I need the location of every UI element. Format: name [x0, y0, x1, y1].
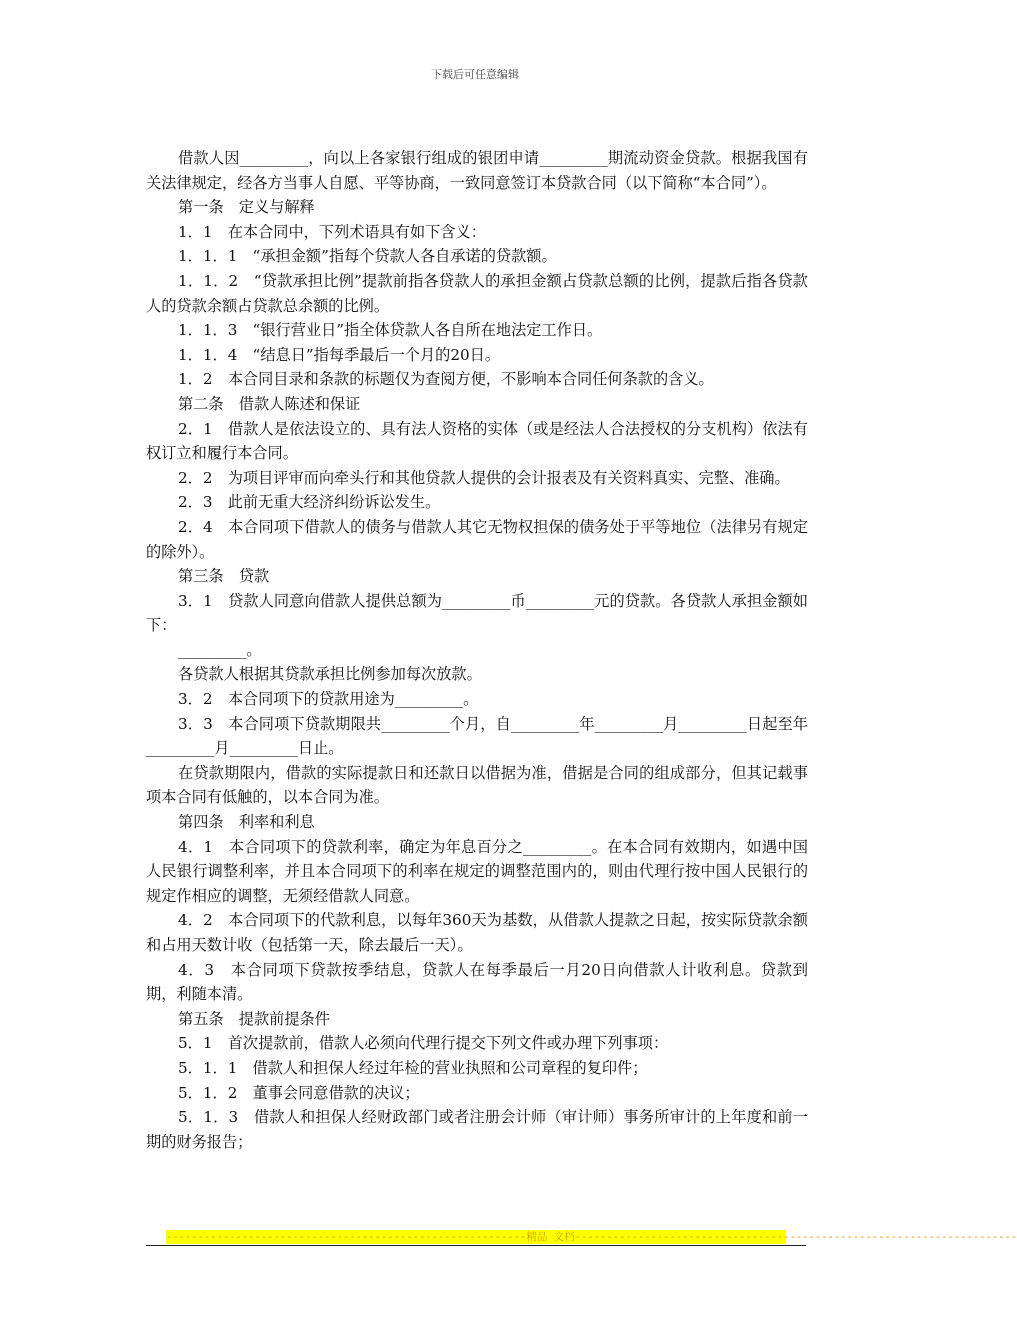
article-heading: 第四条 利率和利息 [178, 813, 315, 832]
paragraph: 5．1．3 借款人和担保人经财政部门或者注册会计师（审计师）事务所审计的上年度和前一期的财务报告； [146, 1108, 808, 1151]
paragraph: 借款人因_________，向以上各家银行组成的银团申请_________期流动资金贷款。根据我国有关法律规定，经各方当事人自愿、平等协商，一致同意签订本贷款合同（以下简称“本合同”）。 [146, 149, 808, 192]
paragraph: 3．1 贷款人同意向借款人提供总额为_________币_________元的贷款。各贷款人承担金额如下： [146, 591, 808, 635]
paragraph: _________。 [178, 640, 262, 659]
paragraph: 1．2 本合同目录和条款的标题仅为查阅方便，不影响本合同任何条款的含义。 [178, 370, 714, 389]
paragraph: 5．1．2 董事会同意借款的决议； [178, 1083, 420, 1102]
paragraph: 1．1．4 “结息日”指每季最后一个月的20日。 [178, 345, 501, 364]
paragraph: 2．3 此前无重大经济纠纷诉讼发生。 [178, 493, 441, 512]
article-heading: 第二条 借款人陈述和保证 [178, 394, 361, 413]
paragraph: 3．3 本合同项下贷款期限共_________个月，自_________年_________月_________日起至年_________月_________日止。 [146, 714, 808, 758]
article-heading: 第三条 贷款 [178, 567, 270, 586]
contract-body [146, 146, 808, 1154]
footer-dashes-right: ---------------------------------------------------------------------- [574, 1231, 1017, 1243]
paragraph: 1．1．2 “贷款承担比例”提款前指各贷款人的承担金额占贷款总额的比例，提款后指各贷款人的贷款余额占贷款总余额的比例。 [146, 271, 808, 315]
paragraph: 3．2 本合同项下的贷款用途为_________。 [178, 690, 479, 709]
paragraph: 5．1．1 借款人和担保人经过年检的营业执照和公司章程的复印件； [178, 1058, 648, 1077]
paragraph: 2．2 为项目评审而向牵头行和其他贷款人提供的会计报表及有关资料真实、完整、准确。 [178, 468, 790, 487]
paragraph: 5．1 首次提款前，借款人必须向代理行提交下列文件或办理下列事项： [178, 1034, 669, 1053]
paragraph: 1．1 在本合同中，下列术语具有如下含义： [178, 222, 486, 241]
footer-rule [146, 1245, 806, 1246]
paragraph: 2．1 借款人是依法设立的、具有法人资格的实体（或是经法人合法授权的分支机构）依法有权订立和履行本合同。 [146, 419, 808, 463]
footer-dashes-left: --------------------------------------------------------- [166, 1231, 527, 1243]
footer-label: 精品 文档 [526, 1231, 575, 1243]
paragraph: 各贷款人根据其贷款承担比例参加每次放款。 [178, 665, 482, 684]
footer-banner [166, 1230, 1017, 1244]
paragraph: 4．1 本合同项下的贷款利率，确定为年息百分之_________。在本合同有效期内，如遇中国人民银行调整利率，并且本合同项下的利率在规定的调整范围内的，则由代理行按中国人民银行的规定作相应的调整，无须经借款人同意。 [146, 837, 808, 905]
paragraph: 1．1．3 “银行营业日”指全体贷款人各自所在地法定工作日。 [178, 321, 603, 340]
page-header: 下载后可任意编辑 [431, 68, 519, 81]
paragraph: 在贷款期限内，借款的实际提款日和还款日以借据为准，借据是合同的组成部分，但其记载事项本合同有低触的，以本合同为准。 [146, 763, 808, 807]
paragraph: 4．3 本合同项下贷款按季结息，贷款人在每季最后一月20日向借款人计收利息。贷款到期，利随本清。 [146, 960, 808, 1004]
paragraph: 4．2 本合同项下的代款利息，以每年360天为基数，从借款人提款之日起，按实际贷款余额和占用天数计收（包括第一天，除去最后一天）。 [146, 911, 808, 954]
article-heading: 第五条 提款前提条件 [178, 1009, 330, 1028]
paragraph: 2．4 本合同项下借款人的债务与借款人其它无物权担保的债务处于平等地位（法律另有规定的除外）。 [146, 517, 808, 561]
article-heading: 第一条 定义与解释 [178, 198, 315, 217]
paragraph: 1．1．1 “承担金额”指每个贷款人各自承诺的贷款额。 [178, 247, 557, 266]
